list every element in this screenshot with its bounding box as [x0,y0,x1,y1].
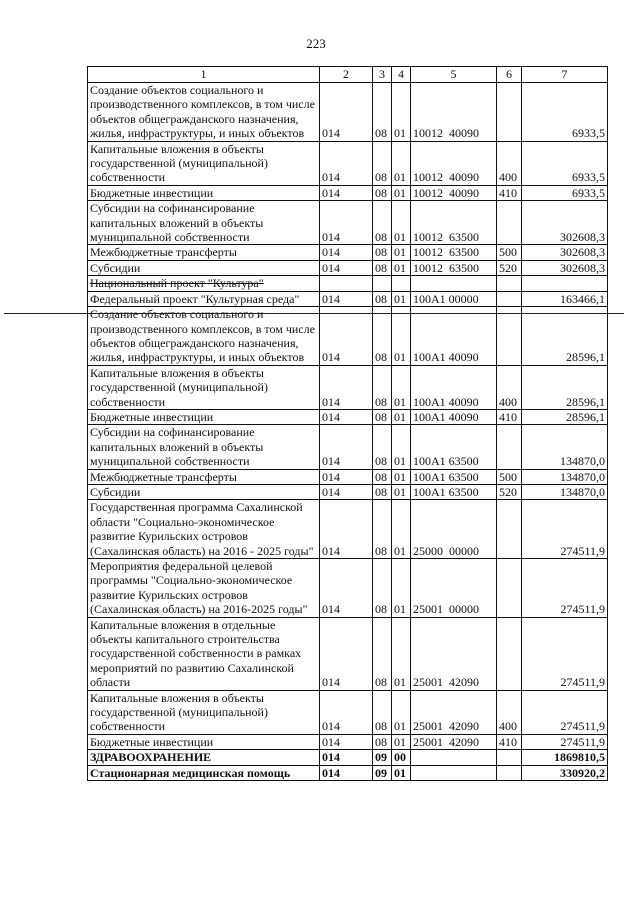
row-ministry-code: 014 [320,425,373,469]
row-expense-type [497,307,522,366]
row-subsection-code: 01 [392,617,411,690]
table-row [88,409,608,424]
row-expense-type: 410 [497,185,522,200]
row-section-code: 08 [373,245,392,260]
row-subsection-code: 01 [392,291,411,306]
row-section-code: 08 [373,409,392,424]
row-target-article: 10012 40090 [411,83,497,142]
row-ministry-code: 014 [320,500,373,559]
row-name: Капитальные вложения в объекты государственной (муниципальной) собственности [88,365,320,409]
row-subsection-code: 01 [392,425,411,469]
row-target-article: 10012 40090 [411,185,497,200]
row-name: Межбюджетные трансферты [88,469,320,484]
row-section-code: 08 [373,500,392,559]
row-amount: 134870,0 [522,425,608,469]
row-name: Субсидии на софинансирование капитальных вложений в объекты муниципальной собственности [88,201,320,245]
table-row [88,484,608,499]
row-expense-type [497,83,522,142]
row-section-code: 08 [373,260,392,275]
row-subsection-code: 01 [392,141,411,185]
row-ministry-code: 014 [320,690,373,734]
row-ministry-code: 014 [320,559,373,618]
row-subsection-code: 00 [392,750,411,765]
row-target-article: 25000 00000 [411,500,497,559]
row-expense-type [497,617,522,690]
header-cell: 4 [392,67,411,83]
strikethrough-line [4,313,624,314]
row-section-code: 09 [373,765,392,780]
row-name: ЗДРАВООХРАНЕНИЕ [88,750,320,765]
row-name: Межбюджетные трансферты [88,245,320,260]
row-expense-type: 500 [497,245,522,260]
row-section-code: 08 [373,365,392,409]
row-target-article: 10012 63500 [411,245,497,260]
row-target-article: 100A1 40090 [411,365,497,409]
row-ministry-code: 014 [320,307,373,366]
table-row [88,365,608,409]
row-amount: 134870,0 [522,484,608,499]
row-ministry-code: 014 [320,141,373,185]
table-row [88,260,608,275]
row-amount: 274511,9 [522,559,608,618]
row-section-code: 08 [373,559,392,618]
row-section-code: 08 [373,690,392,734]
row-amount: 274511,9 [522,617,608,690]
row-subsection-code: 01 [392,245,411,260]
table-row [88,307,608,366]
row-section-code: 08 [373,141,392,185]
row-amount: 330920,2 [522,765,608,780]
header-cell: 5 [411,67,497,83]
budget-table [87,66,608,781]
table-row-section [88,765,608,780]
table-header-row [88,67,608,83]
row-name: Бюджетные инвестиции [88,734,320,749]
row-section-code: 08 [373,185,392,200]
row-subsection-code: 01 [392,469,411,484]
row-subsection-code: 01 [392,500,411,559]
row-name: Субсидии [88,260,320,275]
row-ministry-code: 014 [320,484,373,499]
row-ministry-code: 014 [320,245,373,260]
row-expense-type: 500 [497,469,522,484]
row-subsection-code: 01 [392,690,411,734]
row-name: Создание объектов социального и производственного комплексов, в том числе объектов общегражданского назначения, жилья, инфраструктуры, и иных объектов [88,307,320,366]
row-target-article [411,276,497,291]
table-row [88,185,608,200]
row-ministry-code: 014 [320,291,373,306]
row-subsection-code: 01 [392,484,411,499]
row-expense-type: 400 [497,365,522,409]
row-subsection-code: 01 [392,201,411,245]
row-amount: 274511,9 [522,734,608,749]
row-subsection-code: 01 [392,409,411,424]
row-section-code: 08 [373,469,392,484]
header-cell: 2 [320,67,373,83]
table-row [88,83,608,142]
row-target-article: 100A1 63500 [411,484,497,499]
table-row [88,690,608,734]
row-name: Бюджетные инвестиции [88,185,320,200]
row-name: Капитальные вложения в отдельные объекты капитального строительства государственной собственности в рамках мероприятий по развитию Сахалинской области [88,617,320,690]
row-ministry-code: 014 [320,765,373,780]
row-ministry-code: 014 [320,734,373,749]
row-amount: 163466,1 [522,291,608,306]
table-row [88,559,608,618]
row-ministry-code: 014 [320,83,373,142]
row-expense-type [497,500,522,559]
row-amount: 302608,3 [522,260,608,275]
row-name: Стационарная медицинская помощь [88,765,320,780]
row-name: Создание объектов социального и производственного комплексов, в том числе объектов общегражданского назначения, жилья, инфраструктуры, и иных объектов [88,83,320,142]
row-amount: 274511,9 [522,500,608,559]
table-row [88,734,608,749]
row-ministry-code: 014 [320,260,373,275]
row-target-article: 100A1 40090 [411,409,497,424]
header-cell: 1 [88,67,320,83]
row-amount [522,276,608,291]
table-row [88,469,608,484]
row-target-article: 100A1 63500 [411,425,497,469]
row-section-code: 08 [373,734,392,749]
row-name: Федеральный проект "Культурная среда" [88,291,320,306]
header-cell: 7 [522,67,608,83]
row-subsection-code [392,276,411,291]
row-section-code: 08 [373,484,392,499]
row-expense-type [497,201,522,245]
row-section-code: 08 [373,617,392,690]
row-target-article: 100A1 63500 [411,469,497,484]
table-row [88,291,608,306]
row-ministry-code: 014 [320,617,373,690]
row-expense-type: 400 [497,690,522,734]
table-row [88,141,608,185]
row-ministry-code: 014 [320,201,373,245]
table-row-struck [88,276,608,291]
row-section-code: 08 [373,307,392,366]
row-target-article: 100A1 40090 [411,307,497,366]
row-amount: 274511,9 [522,690,608,734]
row-amount: 28596,1 [522,365,608,409]
row-amount: 6933,5 [522,185,608,200]
row-expense-type [497,559,522,618]
row-name: Мероприятия федеральной целевой программы "Социально-экономическое развитие Курильских островов (Сахалинская область) на 2016-2025 годы" [88,559,320,618]
row-target-article: 10012 63500 [411,260,497,275]
table-row [88,201,608,245]
table-row-section [88,750,608,765]
row-amount: 302608,3 [522,245,608,260]
row-expense-type [497,276,522,291]
row-target-article: 25001 00000 [411,559,497,618]
row-expense-type: 410 [497,409,522,424]
row-subsection-code: 01 [392,83,411,142]
row-expense-type [497,765,522,780]
row-subsection-code: 01 [392,559,411,618]
row-target-article: 10012 63500 [411,201,497,245]
row-name: Субсидии [88,484,320,499]
row-target-article [411,765,497,780]
row-amount: 134870,0 [522,469,608,484]
row-ministry-code [320,276,373,291]
table-row [88,425,608,469]
row-expense-type: 410 [497,734,522,749]
row-amount: 6933,5 [522,83,608,142]
table-row [88,617,608,690]
row-name: Субсидии на софинансирование капитальных вложений в объекты муниципальной собственности [88,425,320,469]
row-target-article: 25001 42090 [411,617,497,690]
row-amount: 28596,1 [522,409,608,424]
header-cell: 3 [373,67,392,83]
page-number: 223 [306,36,326,51]
row-target-article: 100A1 00000 [411,291,497,306]
row-section-code: 08 [373,83,392,142]
row-ministry-code: 014 [320,185,373,200]
row-name: Бюджетные инвестиции [88,409,320,424]
row-amount: 302608,3 [522,201,608,245]
row-ministry-code: 014 [320,409,373,424]
row-expense-type [497,425,522,469]
header-cell: 6 [497,67,522,83]
row-section-code: 09 [373,750,392,765]
row-section-code [373,276,392,291]
row-section-code: 08 [373,201,392,245]
row-expense-type [497,750,522,765]
row-name: Государственная программа Сахалинской области "Социально-экономическое развитие Курильских островов (Сахалинская область) на 2016 - 2025 годы" [88,500,320,559]
row-section-code: 08 [373,425,392,469]
row-target-article [411,750,497,765]
table-row [88,245,608,260]
row-amount: 6933,5 [522,141,608,185]
row-subsection-code: 01 [392,765,411,780]
row-amount: 28596,1 [522,307,608,366]
row-subsection-code: 01 [392,307,411,366]
row-name: Капитальные вложения в объекты государственной (муниципальной) собственности [88,141,320,185]
row-subsection-code: 01 [392,185,411,200]
row-expense-type: 520 [497,484,522,499]
row-target-article: 10012 40090 [411,141,497,185]
row-expense-type [497,291,522,306]
row-subsection-code: 01 [392,365,411,409]
row-ministry-code: 014 [320,469,373,484]
row-target-article: 25001 42090 [411,690,497,734]
row-ministry-code: 014 [320,365,373,409]
table-row [88,500,608,559]
row-subsection-code: 01 [392,260,411,275]
row-target-article: 25001 42090 [411,734,497,749]
row-amount: 1869810,5 [522,750,608,765]
row-expense-type: 400 [497,141,522,185]
row-subsection-code: 01 [392,734,411,749]
row-name: Национальный проект "Культура" [88,276,320,291]
row-name: Капитальные вложения в объекты государственной (муниципальной) собственности [88,690,320,734]
row-expense-type: 520 [497,260,522,275]
row-ministry-code: 014 [320,750,373,765]
row-section-code: 08 [373,291,392,306]
